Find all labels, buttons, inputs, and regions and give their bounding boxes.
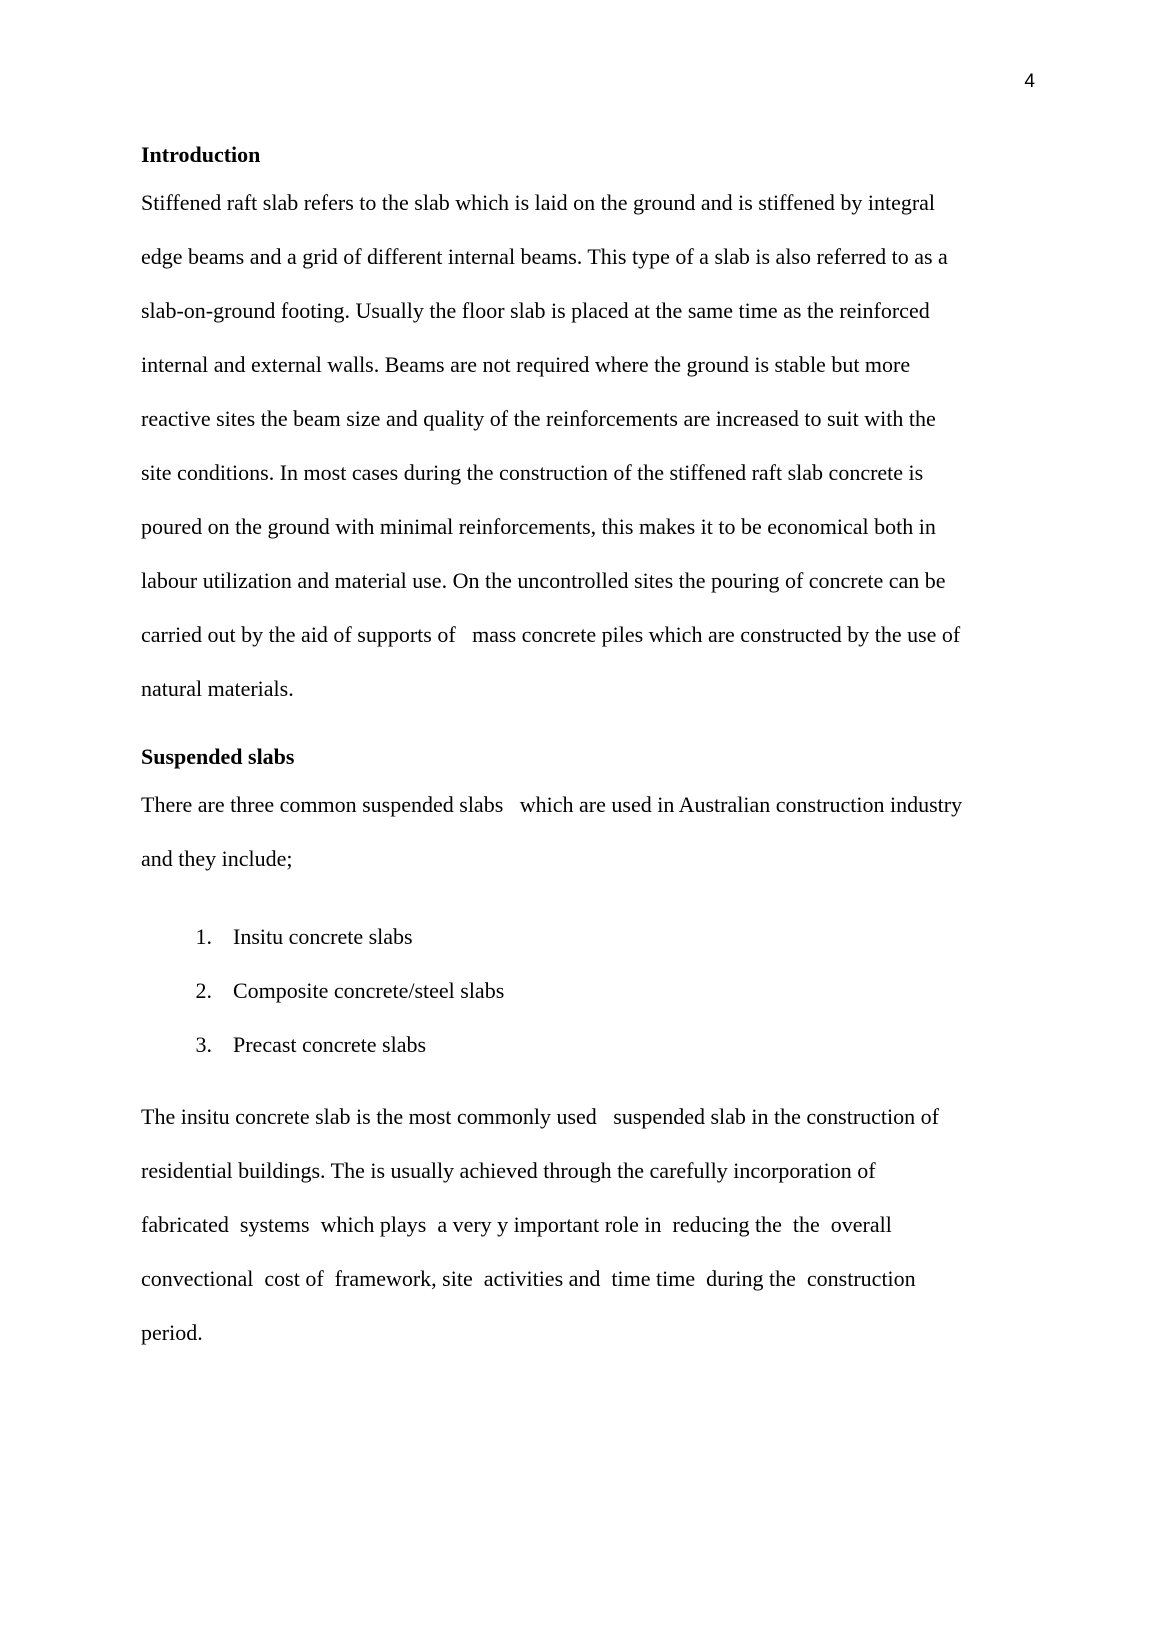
paragraph-line: convectional cost of framework, site activities and time time during the construction bbox=[141, 1266, 916, 1291]
paragraph-line: edge beams and a grid of different internal beams. This type of a slab is also referred to as a bbox=[141, 244, 948, 269]
paragraph-line: reactive sites the beam size and quality of the reinforcements are increased to suit with the bbox=[141, 406, 936, 431]
document-body bbox=[141, 138, 1041, 1360]
list-text: Composite concrete/steel slabs bbox=[233, 978, 505, 1003]
introduction-paragraph bbox=[141, 176, 1041, 716]
list-number: 2. bbox=[195, 978, 212, 1003]
section-spacer bbox=[141, 716, 1041, 740]
paragraph-line: and they include; bbox=[141, 846, 293, 871]
page-number: 4 bbox=[1024, 71, 1035, 92]
list-number: 3. bbox=[195, 1032, 212, 1057]
list-text: Insitu concrete slabs bbox=[233, 924, 413, 949]
suspended-closing-paragraph bbox=[141, 1090, 1041, 1360]
list-item bbox=[141, 910, 1041, 964]
paragraph-line: slab-on-ground footing. Usually the floor slab is placed at the same time as the reinforced bbox=[141, 298, 930, 323]
list-item bbox=[141, 1018, 1041, 1072]
paragraph-line: Stiffened raft slab refers to the slab which is laid on the ground and is stiffened by integral bbox=[141, 190, 936, 215]
list-number: 1. bbox=[195, 924, 212, 949]
paragraph-line: poured on the ground with minimal reinforcements, this makes it to be economical both in bbox=[141, 514, 936, 539]
list-text: Precast concrete slabs bbox=[233, 1032, 427, 1057]
paragraph-line: carried out by the aid of supports of mass concrete piles which are constructed by the use of bbox=[141, 622, 961, 647]
paragraph-line: fabricated systems which plays a very y important role in reducing the the overall bbox=[141, 1212, 892, 1237]
paragraph-line: labour utilization and material use. On the uncontrolled sites the pouring of concrete can be bbox=[141, 568, 946, 593]
paragraph-line: site conditions. In most cases during the construction of the stiffened raft slab concrete is bbox=[141, 460, 924, 485]
paragraph-line: natural materials. bbox=[141, 676, 294, 701]
paragraph-line: residential buildings. The is usually achieved through the carefully incorporation of bbox=[141, 1158, 876, 1183]
paragraph-line: internal and external walls. Beams are not required where the ground is stable but more bbox=[141, 352, 911, 377]
introduction-heading: Introduction bbox=[141, 142, 261, 167]
paragraph-line: The insitu concrete slab is the most commonly used suspended slab in the construction of bbox=[141, 1104, 939, 1129]
suspended-slabs-heading: Suspended slabs bbox=[141, 744, 295, 769]
slab-types-list bbox=[141, 910, 1041, 1072]
suspended-intro-paragraph bbox=[141, 778, 1041, 886]
paragraph-line: period. bbox=[141, 1320, 203, 1345]
paragraph-line: There are three common suspended slabs which are used in Australian construction industry bbox=[141, 792, 963, 817]
list-item bbox=[141, 964, 1041, 1018]
